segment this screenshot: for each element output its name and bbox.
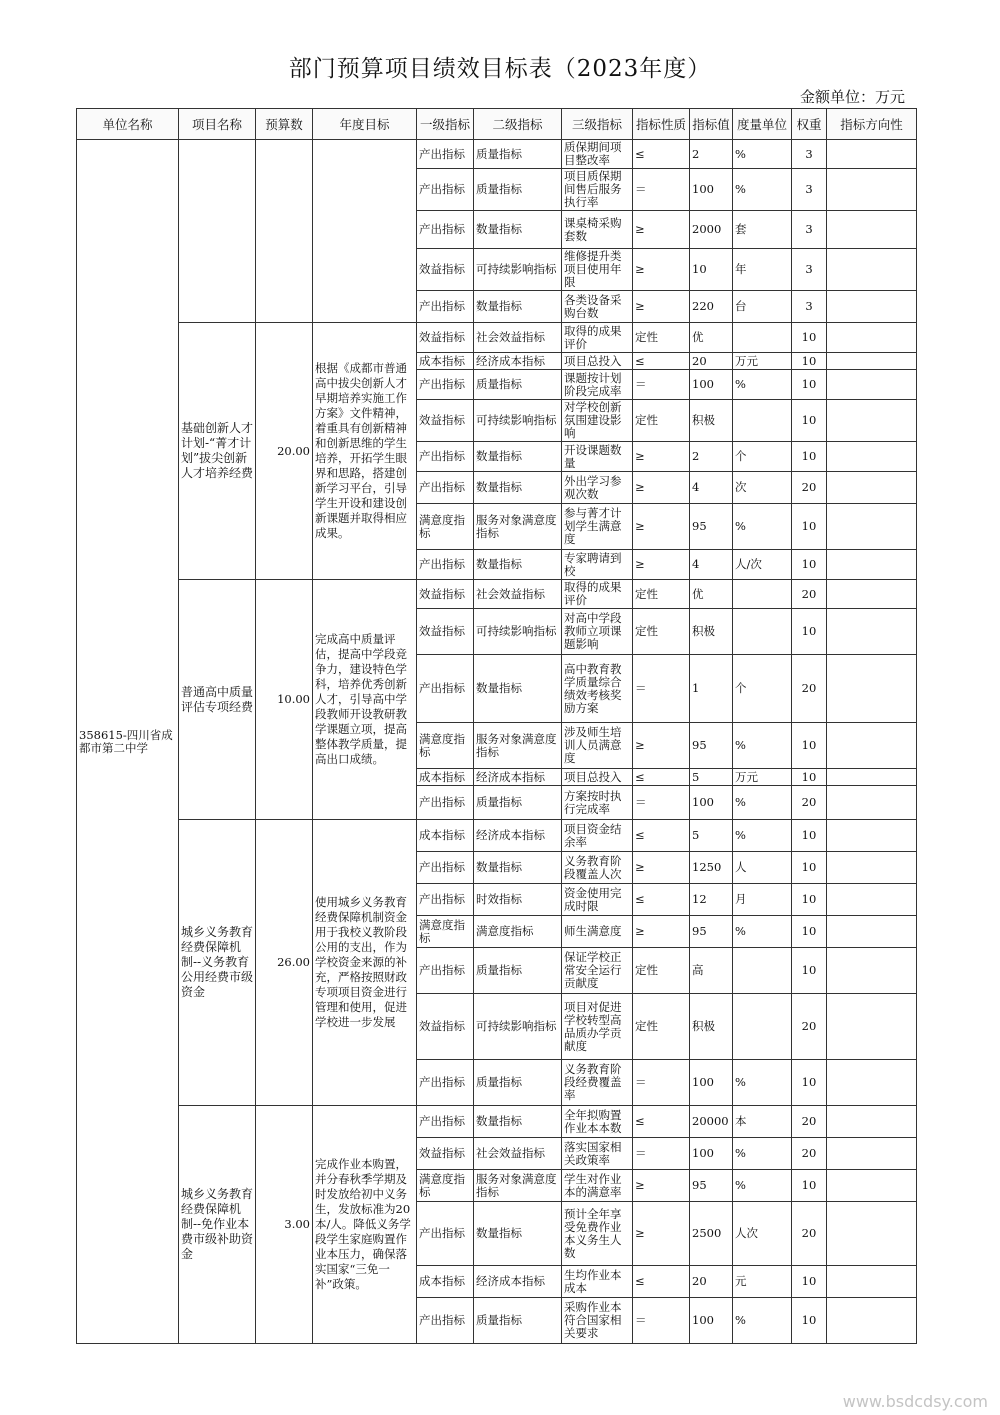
indicator-value: 100: [690, 786, 733, 820]
level3-indicator: 方案按时执行完成率: [562, 786, 633, 820]
level1-indicator: 满意度指标: [417, 504, 474, 550]
measure-unit: 元: [733, 1266, 792, 1298]
indicator-nature: ≥: [633, 442, 690, 472]
weight: 10: [792, 1298, 827, 1344]
level3-indicator: 维修提升类项目使用年限: [562, 249, 633, 291]
level1-indicator: 成本指标: [417, 769, 474, 786]
level1-indicator: 产出指标: [417, 852, 474, 884]
measure-unit: 个: [733, 655, 792, 723]
indicator-value: 100: [690, 370, 733, 400]
level2-indicator: 时效指标: [474, 884, 562, 916]
level1-indicator: 产出指标: [417, 948, 474, 994]
level2-indicator: 可持续影响指标: [474, 994, 562, 1060]
level1-indicator: 产出指标: [417, 370, 474, 400]
measure-unit: %: [733, 169, 792, 211]
measure-unit: 台: [733, 291, 792, 323]
indicator-nature: ≥: [633, 249, 690, 291]
indicator-direction: [827, 472, 917, 504]
level2-indicator: 服务对象满意度指标: [474, 723, 562, 769]
indicator-direction: [827, 609, 917, 655]
indicator-value: 积极: [690, 994, 733, 1060]
weight: 10: [792, 820, 827, 852]
level1-indicator: 产出指标: [417, 291, 474, 323]
level2-indicator: 满意度指标: [474, 916, 562, 948]
measure-unit: %: [733, 140, 792, 169]
level1-indicator: 产出指标: [417, 1202, 474, 1266]
level3-indicator: 采购作业本符合国家相关要求: [562, 1298, 633, 1344]
indicator-direction: [827, 1298, 917, 1344]
level2-indicator: 质量指标: [474, 169, 562, 211]
indicator-direction: [827, 916, 917, 948]
indicator-nature: ≤: [633, 1106, 690, 1138]
indicator-direction: [827, 1170, 917, 1202]
measure-unit: %: [733, 916, 792, 948]
column-header: 指标性质: [633, 109, 690, 140]
level3-indicator: 项目对促进学校转型高品质办学贡献度: [562, 994, 633, 1060]
project-name-cell: 城乡义务教育经费保障机制--免作业本费市级补助资金: [179, 1106, 256, 1344]
indicator-nature: ≤: [633, 140, 690, 169]
indicator-value: 220: [690, 291, 733, 323]
weight: 10: [792, 550, 827, 580]
budget-cell: 26.00: [256, 820, 313, 1106]
measure-unit: 本: [733, 1106, 792, 1138]
level2-indicator: 数量指标: [474, 655, 562, 723]
indicator-nature: ≥: [633, 472, 690, 504]
indicator-direction: [827, 1060, 917, 1106]
project-name-cell: [179, 140, 256, 323]
indicator-nature: ≥: [633, 916, 690, 948]
weight: 10: [792, 1266, 827, 1298]
page-title: 部门预算项目绩效目标表（2023年度）: [288, 56, 712, 82]
indicator-value: 95: [690, 723, 733, 769]
level3-indicator: 项目资金结余率: [562, 820, 633, 852]
level3-indicator: 项目总投入: [562, 353, 633, 370]
annual-goal-cell: 完成作业本购置，并分春秋季学期及时发放给初中义务生，发放标准为20本/人。降低义务学段学生家庭购置作业本压力，确保落实国家“三免一补”政策。: [313, 1106, 417, 1344]
level2-indicator: 经济成本指标: [474, 1266, 562, 1298]
indicator-direction: [827, 1106, 917, 1138]
column-header: 二级指标: [474, 109, 562, 140]
indicator-direction: [827, 820, 917, 852]
level1-indicator: 效益指标: [417, 249, 474, 291]
indicator-value: 积极: [690, 400, 733, 442]
indicator-nature: ≥: [633, 1170, 690, 1202]
indicator-nature: 定性: [633, 323, 690, 353]
annual-goal-cell: 根据《成都市普通高中拔尖创新人才早期培养实施工作方案》文件精神，着重具有创新精神和创新思维的学生培养，开拓学生眼界和思路，搭建创新学习平台，引导学生开设和建设创新课题并取得相应成果。: [313, 323, 417, 580]
weight: 10: [792, 442, 827, 472]
weight: 10: [792, 1170, 827, 1202]
measure-unit: 次: [733, 472, 792, 504]
weight: 10: [792, 1060, 827, 1106]
measure-unit: %: [733, 1170, 792, 1202]
measure-unit: [733, 609, 792, 655]
level2-indicator: 数量指标: [474, 550, 562, 580]
indicator-value: 100: [690, 169, 733, 211]
level3-indicator: 资金使用完成时限: [562, 884, 633, 916]
project-name-cell: 普通高中质量评估专项经费: [179, 580, 256, 820]
indicator-direction: [827, 948, 917, 994]
indicator-value: 高: [690, 948, 733, 994]
level2-indicator: 社会效益指标: [474, 1138, 562, 1170]
level1-indicator: 产出指标: [417, 140, 474, 169]
level2-indicator: 质量指标: [474, 786, 562, 820]
level1-indicator: 满意度指标: [417, 916, 474, 948]
project-name-cell: 城乡义务教育经费保障机制--义务教育公用经费市级资金: [179, 820, 256, 1106]
measure-unit: %: [733, 820, 792, 852]
indicator-direction: [827, 169, 917, 211]
level2-indicator: 数量指标: [474, 472, 562, 504]
weight: 10: [792, 948, 827, 994]
level2-indicator: 数量指标: [474, 852, 562, 884]
level1-indicator: 效益指标: [417, 994, 474, 1060]
indicator-direction: [827, 400, 917, 442]
level1-indicator: 成本指标: [417, 353, 474, 370]
weight: 10: [792, 400, 827, 442]
column-header: 预算数: [256, 109, 313, 140]
indicator-direction: [827, 370, 917, 400]
indicator-nature: ＝: [633, 1138, 690, 1170]
level1-indicator: 成本指标: [417, 1266, 474, 1298]
weight: 10: [792, 504, 827, 550]
column-header: 指标方向性: [827, 109, 917, 140]
budget-cell: [256, 140, 313, 323]
level2-indicator: 数量指标: [474, 1202, 562, 1266]
indicator-direction: [827, 655, 917, 723]
measure-unit: %: [733, 1138, 792, 1170]
weight: 10: [792, 353, 827, 370]
table-row: [77, 140, 917, 169]
indicator-direction: [827, 140, 917, 169]
weight: 3: [792, 211, 827, 249]
weight: 3: [792, 169, 827, 211]
indicator-nature: ≥: [633, 723, 690, 769]
weight: 20: [792, 580, 827, 609]
level3-indicator: 开设课题数量: [562, 442, 633, 472]
indicator-value: 1250: [690, 852, 733, 884]
level2-indicator: 社会效益指标: [474, 323, 562, 353]
indicator-direction: [827, 249, 917, 291]
level1-indicator: 效益指标: [417, 400, 474, 442]
indicator-value: 100: [690, 1138, 733, 1170]
level1-indicator: 满意度指标: [417, 1170, 474, 1202]
level1-indicator: 产出指标: [417, 169, 474, 211]
indicator-direction: [827, 442, 917, 472]
annual-goal-cell: 使用城乡义务教育经费保障机制资金用于我校义教阶段公用的支出，作为学校资金来源的补充，严格按照财政专项项目资金进行管理和使用，促进学校进一步发展: [313, 820, 417, 1106]
level2-indicator: 可持续影响指标: [474, 609, 562, 655]
indicator-value: 20: [690, 353, 733, 370]
level1-indicator: 效益指标: [417, 609, 474, 655]
level2-indicator: 质量指标: [474, 1060, 562, 1106]
level3-indicator: 参与菁才计划学生满意度: [562, 504, 633, 550]
measure-unit: %: [733, 370, 792, 400]
level2-indicator: 数量指标: [474, 211, 562, 249]
indicator-value: 2500: [690, 1202, 733, 1266]
level2-indicator: 数量指标: [474, 1106, 562, 1138]
budget-cell: 10.00: [256, 580, 313, 820]
indicator-value: 12: [690, 884, 733, 916]
level1-indicator: 产出指标: [417, 472, 474, 504]
indicator-value: 2: [690, 442, 733, 472]
weight: 20: [792, 1106, 827, 1138]
level3-indicator: 项目总投入: [562, 769, 633, 786]
indicator-nature: ≥: [633, 852, 690, 884]
level3-indicator: 义务教育阶段覆盖人次: [562, 852, 633, 884]
level1-indicator: 效益指标: [417, 580, 474, 609]
level3-indicator: 全年拟购置作业本本数: [562, 1106, 633, 1138]
level3-indicator: 高中教育教学质量综合绩效考核奖励方案: [562, 655, 633, 723]
measure-unit: 人: [733, 852, 792, 884]
level3-indicator: 质保期间项目整改率: [562, 140, 633, 169]
level2-indicator: 经济成本指标: [474, 769, 562, 786]
weight: 3: [792, 291, 827, 323]
measure-unit: 万元: [733, 353, 792, 370]
column-header: 年度目标: [313, 109, 417, 140]
indicator-nature: ＝: [633, 169, 690, 211]
level3-indicator: 专家聘请到校: [562, 550, 633, 580]
level3-indicator: 课题按计划阶段完成率: [562, 370, 633, 400]
measure-unit: 套: [733, 211, 792, 249]
level3-indicator: 生均作业本成本: [562, 1266, 633, 1298]
indicator-value: 优: [690, 580, 733, 609]
measure-unit: [733, 948, 792, 994]
indicator-nature: ≤: [633, 769, 690, 786]
weight: 20: [792, 786, 827, 820]
level3-indicator: 预计全年享受免费作业本义务生人数: [562, 1202, 633, 1266]
indicator-nature: 定性: [633, 580, 690, 609]
indicator-direction: [827, 211, 917, 249]
level2-indicator: 数量指标: [474, 291, 562, 323]
indicator-value: 优: [690, 323, 733, 353]
level3-indicator: 取得的成果评价: [562, 323, 633, 353]
weight: 20: [792, 655, 827, 723]
indicator-nature: ≥: [633, 504, 690, 550]
weight: 20: [792, 1202, 827, 1266]
level1-indicator: 效益指标: [417, 323, 474, 353]
measure-unit: 人次: [733, 1202, 792, 1266]
indicator-direction: [827, 550, 917, 580]
indicator-value: 95: [690, 916, 733, 948]
weight: 10: [792, 323, 827, 353]
weight: 3: [792, 249, 827, 291]
level1-indicator: 产出指标: [417, 442, 474, 472]
level3-indicator: 学生对作业本的满意率: [562, 1170, 633, 1202]
column-header: 权重: [792, 109, 827, 140]
indicator-nature: ＝: [633, 655, 690, 723]
indicator-value: 10: [690, 249, 733, 291]
level1-indicator: 产出指标: [417, 550, 474, 580]
weight: 20: [792, 472, 827, 504]
budget-cell: 3.00: [256, 1106, 313, 1344]
level1-indicator: 产出指标: [417, 884, 474, 916]
indicator-direction: [827, 1266, 917, 1298]
indicator-direction: [827, 723, 917, 769]
level3-indicator: 义务教育阶段经费覆盖率: [562, 1060, 633, 1106]
measure-unit: 万元: [733, 769, 792, 786]
level1-indicator: 产出指标: [417, 786, 474, 820]
indicator-value: 2: [690, 140, 733, 169]
level2-indicator: 可持续影响指标: [474, 249, 562, 291]
indicator-nature: ＝: [633, 786, 690, 820]
level1-indicator: 成本指标: [417, 820, 474, 852]
indicator-nature: ≥: [633, 550, 690, 580]
indicator-direction: [827, 994, 917, 1060]
measure-unit: 个: [733, 442, 792, 472]
indicator-nature: ≥: [633, 291, 690, 323]
weight: 10: [792, 769, 827, 786]
measure-unit: [733, 994, 792, 1060]
level1-indicator: 产出指标: [417, 1060, 474, 1106]
indicator-direction: [827, 504, 917, 550]
weight: 10: [792, 916, 827, 948]
level2-indicator: 社会效益指标: [474, 580, 562, 609]
column-header: 度量单位: [733, 109, 792, 140]
indicator-nature: ＝: [633, 370, 690, 400]
indicator-nature: ≤: [633, 1266, 690, 1298]
level2-indicator: 经济成本指标: [474, 820, 562, 852]
indicator-value: 100: [690, 1298, 733, 1344]
amount-unit-label: 金额单位：万元: [799, 88, 905, 106]
indicator-value: 4: [690, 472, 733, 504]
indicator-value: 积极: [690, 609, 733, 655]
column-header: 一级指标: [417, 109, 474, 140]
measure-unit: [733, 400, 792, 442]
measure-unit: %: [733, 504, 792, 550]
indicator-value: 20000: [690, 1106, 733, 1138]
level3-indicator: 涉及师生培训人员满意度: [562, 723, 633, 769]
table-row: [77, 323, 917, 353]
level1-indicator: 产出指标: [417, 655, 474, 723]
table-row: [77, 1106, 917, 1138]
indicator-direction: [827, 291, 917, 323]
level2-indicator: 可持续影响指标: [474, 400, 562, 442]
weight: 10: [792, 370, 827, 400]
measure-unit: %: [733, 1060, 792, 1106]
indicator-nature: ≥: [633, 1202, 690, 1266]
table-body: [77, 140, 917, 1344]
header-row: [77, 109, 917, 140]
level3-indicator: 落实国家相关政策率: [562, 1138, 633, 1170]
column-header: 单位名称: [77, 109, 179, 140]
measure-unit: %: [733, 1298, 792, 1344]
weight: 10: [792, 852, 827, 884]
measure-unit: [733, 323, 792, 353]
indicator-direction: [827, 580, 917, 609]
indicator-nature: 定性: [633, 994, 690, 1060]
column-header: 项目名称: [179, 109, 256, 140]
budget-cell: 20.00: [256, 323, 313, 580]
indicator-nature: ≤: [633, 353, 690, 370]
indicator-nature: ≤: [633, 820, 690, 852]
level1-indicator: 产出指标: [417, 1298, 474, 1344]
weight: 10: [792, 884, 827, 916]
indicator-nature: 定性: [633, 400, 690, 442]
weight: 10: [792, 609, 827, 655]
level3-indicator: 师生满意度: [562, 916, 633, 948]
indicator-nature: ≥: [633, 211, 690, 249]
indicator-value: 95: [690, 504, 733, 550]
weight: 20: [792, 1138, 827, 1170]
level2-indicator: 经济成本指标: [474, 353, 562, 370]
column-header: 指标值: [690, 109, 733, 140]
level2-indicator: 服务对象满意度指标: [474, 504, 562, 550]
indicator-direction: [827, 786, 917, 820]
level3-indicator: 课桌椅采购套数: [562, 211, 633, 249]
level2-indicator: 数量指标: [474, 442, 562, 472]
indicator-nature: ≤: [633, 884, 690, 916]
level1-indicator: 产出指标: [417, 211, 474, 249]
level1-indicator: 产出指标: [417, 1106, 474, 1138]
indicator-direction: [827, 1202, 917, 1266]
indicator-nature: 定性: [633, 948, 690, 994]
level2-indicator: 质量指标: [474, 140, 562, 169]
indicator-value: 100: [690, 1060, 733, 1106]
indicator-nature: ＝: [633, 1060, 690, 1106]
level2-indicator: 质量指标: [474, 948, 562, 994]
table-row: [77, 580, 917, 609]
indicator-value: 4: [690, 550, 733, 580]
measure-unit: [733, 580, 792, 609]
level2-indicator: 质量指标: [474, 1298, 562, 1344]
indicator-direction: [827, 323, 917, 353]
project-name-cell: 基础创新人才计划-“菁才计划”拔尖创新人才培养经费: [179, 323, 256, 580]
weight: 3: [792, 140, 827, 169]
indicator-value: 2000: [690, 211, 733, 249]
level3-indicator: 外出学习参观次数: [562, 472, 633, 504]
indicator-direction: [827, 852, 917, 884]
measure-unit: 月: [733, 884, 792, 916]
indicator-value: 95: [690, 1170, 733, 1202]
performance-target-table: [76, 108, 917, 1344]
weight: 10: [792, 723, 827, 769]
table-row: [77, 820, 917, 852]
level1-indicator: 满意度指标: [417, 723, 474, 769]
weight: 20: [792, 994, 827, 1060]
measure-unit: %: [733, 786, 792, 820]
level3-indicator: 项目质保期间售后服务执行率: [562, 169, 633, 211]
watermark: www.bsdcdsy.com: [842, 1392, 988, 1411]
indicator-nature: ＝: [633, 1298, 690, 1344]
indicator-direction: [827, 353, 917, 370]
level3-indicator: 取得的成果评价: [562, 580, 633, 609]
measure-unit: 年: [733, 249, 792, 291]
indicator-direction: [827, 769, 917, 786]
column-header: 三级指标: [562, 109, 633, 140]
level1-indicator: 效益指标: [417, 1138, 474, 1170]
indicator-value: 1: [690, 655, 733, 723]
level2-indicator: 服务对象满意度指标: [474, 1170, 562, 1202]
level2-indicator: 质量指标: [474, 370, 562, 400]
level3-indicator: 对高中学段教师立项课题影响: [562, 609, 633, 655]
indicator-direction: [827, 1138, 917, 1170]
indicator-nature: 定性: [633, 609, 690, 655]
unit-name-cell: 358615-四川省成都市第二中学: [77, 140, 179, 1344]
indicator-direction: [827, 884, 917, 916]
level3-indicator: 各类设备采购台数: [562, 291, 633, 323]
indicator-value: 20: [690, 1266, 733, 1298]
indicator-value: 5: [690, 820, 733, 852]
level3-indicator: 保证学校正常安全运行贡献度: [562, 948, 633, 994]
annual-goal-cell: [313, 140, 417, 323]
level3-indicator: 对学校创新氛围建设影响: [562, 400, 633, 442]
measure-unit: %: [733, 723, 792, 769]
measure-unit: 人/次: [733, 550, 792, 580]
indicator-value: 5: [690, 769, 733, 786]
annual-goal-cell: 完成高中质量评估，提高中学段竞争力，建设特色学科，培养优秀创新人才，引导高中学段教师开设教研教学课题立项，提高整体教学质量，提高出口成绩。: [313, 580, 417, 820]
